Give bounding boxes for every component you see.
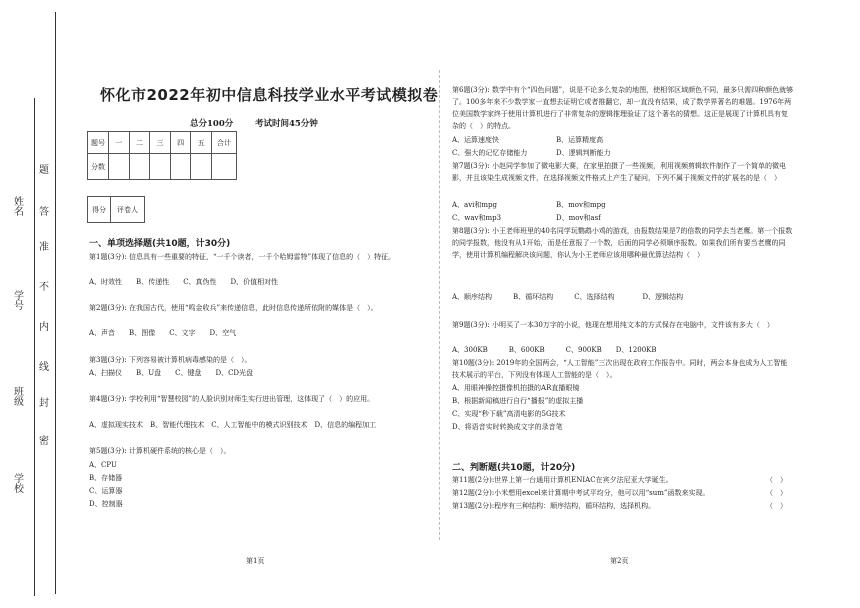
score-cell <box>212 154 237 180</box>
score-table-col: 四 <box>170 132 191 154</box>
q6-option-c: C、强大的记忆存储能力 <box>452 149 528 157</box>
q5-option-a: A、CPU <box>89 461 117 469</box>
q5-option-d: D、控制器 <box>89 500 123 508</box>
q7-option-d: D、mov和asf <box>556 214 601 222</box>
q10-option-a: A、用眼神操控摄像机拍摄的AR直播眼镜 <box>452 384 580 392</box>
q4-options: A、虚拟现实技术 B、智能代理技术 C、人工智能中的模式识别技术 D、信息的编程加工 <box>89 421 377 429</box>
q10-option-b: B、根据新闻稿进行自行“播报”的虚拟主播 <box>452 397 584 405</box>
q12-stem: 第12题(2分):小米想用excel来计算期中考试平均分，他可以用“sum”函数来实现。 <box>452 489 710 497</box>
q6-option-b: B、运算精度高 <box>556 136 604 144</box>
margin-label-xian: 线 <box>39 362 49 373</box>
score-table-row-label: 分数 <box>88 154 109 180</box>
grader-score-label: 得分 <box>88 197 111 223</box>
score-table-col: 三 <box>150 132 171 154</box>
q8-options: A、顺序结构 B、循环结构 C、选择结构 D、逻辑结构 <box>452 293 684 301</box>
q8-stem: 第8题(3分): 小王老师班里的40名同学玩鹦鹉小鸡的游戏，由报数结果是7的倍数的同学去当老鹰。第一个报数的同学报数，他没有从1开始，而是任意报了一个数，后面的同学必须顺序报数。如果我们所有要当老鹰的同学，使用计算机编程解决该问题，你认为小王老师应该用哪种最优算法结构（ ） <box>452 227 793 259</box>
margin-label-bu: 不 <box>39 282 49 293</box>
score-cell <box>191 154 212 180</box>
field-school: 学校 <box>14 474 24 495</box>
q12-paren: （ ） <box>766 489 787 497</box>
score-table-col: 二 <box>129 132 150 154</box>
q5-stem: 第5题(3分): 计算机硬件系统的核心是（ ）。 <box>89 447 231 455</box>
margin-label-nei: 内 <box>39 322 49 333</box>
q3-stem: 第3题(3分): 下列容易被计算机病毒感染的是（ ）。 <box>89 356 252 364</box>
q9-options: A、300KB B、600KB C、900KB D、1200KB <box>452 346 657 354</box>
q11-paren: （ ） <box>766 476 787 484</box>
grader-table <box>87 196 145 223</box>
score-table-col: 合计 <box>212 132 237 154</box>
field-class: 班级 <box>14 387 24 408</box>
score-cell <box>109 154 130 180</box>
q9-stem: 第9题(3分): 小明买了一本30万字的小说，他现在想用纯文本的方式保存在电脑中，文件该有多大（ ） <box>452 321 774 329</box>
q10-option-d: D、将语音实时转换成文字的录音笔 <box>452 423 563 431</box>
q6-option-a: A、运算速度快 <box>452 136 500 144</box>
margin-label-da: 答 <box>39 207 49 218</box>
q6-option-d: D、逻辑判断能力 <box>556 149 611 157</box>
exam-time: 考试时间45分钟 <box>255 119 318 129</box>
margin-label-ti: 题 <box>39 165 49 176</box>
score-cell <box>129 154 150 180</box>
section2-title: 二、判断题(共10题，计20分) <box>452 463 576 473</box>
q10-option-c: C、实现“秒下载”高清电影的5G技术 <box>452 410 566 418</box>
q10-stem: 第10题(3分): 2019年的全国两会，“人工智能”三次出现在政府工作报告中。同时，两会本身也成为人工智能技术展示的平台，下列没有体现人工智能的是（ ）。 <box>452 359 788 379</box>
score-table-col: 一 <box>109 132 130 154</box>
q6-stem: 第6题(3分): 数学中有个“四色问题”，说是不论多么复杂的地图，使相邻区域颜色不同，最多只需四种颜色就够了。100多年来不少数学家一直想去证明它或者推翻它，却一直没有结果，成了数学界著名的难题。1976年两位美国数学家终于使用计算机进行了非常复杂的逻辑推理验证了这个著名的猜想。这正是展现了计算机具有复杂的（ ）的特点。 <box>452 86 794 130</box>
margin-line-inner <box>34 98 35 596</box>
q2-options: A、声音 B、图像 C、文字 D、空气 <box>89 329 237 337</box>
q7-stem: 第7题(3分): 小赵同学参加了微电影大赛，在家里拍摄了一些视频，利用视频剪辑软件制作了一个简单的微电影，并且该染生成视频文件，在选择视频文件格式上产生了疑问，下列不属于视频文件的扩展名的是（ ） <box>452 162 786 182</box>
q4-stem: 第4题(3分): 学校利用“智慧校园”的人脸识别对师生实行进出管理，这体现了（ ）的应用。 <box>89 395 375 403</box>
field-name: 姓名 <box>14 197 24 218</box>
q7-option-b: B、mov和mpg <box>556 201 606 209</box>
q7-option-c: C、wav和mp3 <box>452 214 502 222</box>
grader-label: 评卷人 <box>111 197 145 223</box>
score-table <box>87 131 237 180</box>
exam-title: 怀化市2022年初中信息科技学业水平考试模拟卷 <box>100 86 439 104</box>
section1-title: 一、单项选择题(共10题，计30分) <box>89 239 231 249</box>
margin-label-feng: 封 <box>39 398 49 409</box>
score-table-header: 题号 <box>88 132 109 154</box>
q13-paren: （ ） <box>766 502 787 510</box>
page-number-1: 第1页 <box>246 557 265 565</box>
score-cell <box>170 154 191 180</box>
q2-stem: 第2题(3分): 在我国古代，使用“鸣金收兵”来传递信息，此时信息传递所依附的媒体是（ ）。 <box>89 304 378 312</box>
score-cell <box>150 154 171 180</box>
q5-option-c: C、运算器 <box>89 487 123 495</box>
field-student-id: 学号 <box>14 291 24 312</box>
q3-options: A、扫描仪 B、U盘 C、键盘 D、CD光盘 <box>89 369 254 377</box>
q5-option-b: B、存储器 <box>89 474 123 482</box>
q11-stem: 第11题(2分):世界上第一台通用计算机ENIAC在宾夕法尼亚大学诞生。 <box>452 476 673 484</box>
score-table-col: 五 <box>191 132 212 154</box>
margin-label-zhun: 准 <box>39 242 49 253</box>
page-number-2: 第2页 <box>610 557 629 565</box>
total-score: 总分100分 <box>190 119 234 129</box>
margin-label-mi: 密 <box>39 436 49 447</box>
page-divider <box>439 70 440 540</box>
margin-line-outer <box>55 12 56 594</box>
q1-stem: 第1题(3分): 信息具有一些重要的特征，“一千个读者，一千个哈姆雷特”体现了信息的（ ）特征。 <box>89 253 396 261</box>
q7-option-a: A、avi和mpg <box>452 201 498 209</box>
q13-stem: 第13题(2分):程序有三种结构：顺序结构，循环结构，选择机构。 <box>452 502 656 510</box>
q1-options: A、时效性 B、传递性 C、真伪性 D、价值相对性 <box>89 278 279 286</box>
